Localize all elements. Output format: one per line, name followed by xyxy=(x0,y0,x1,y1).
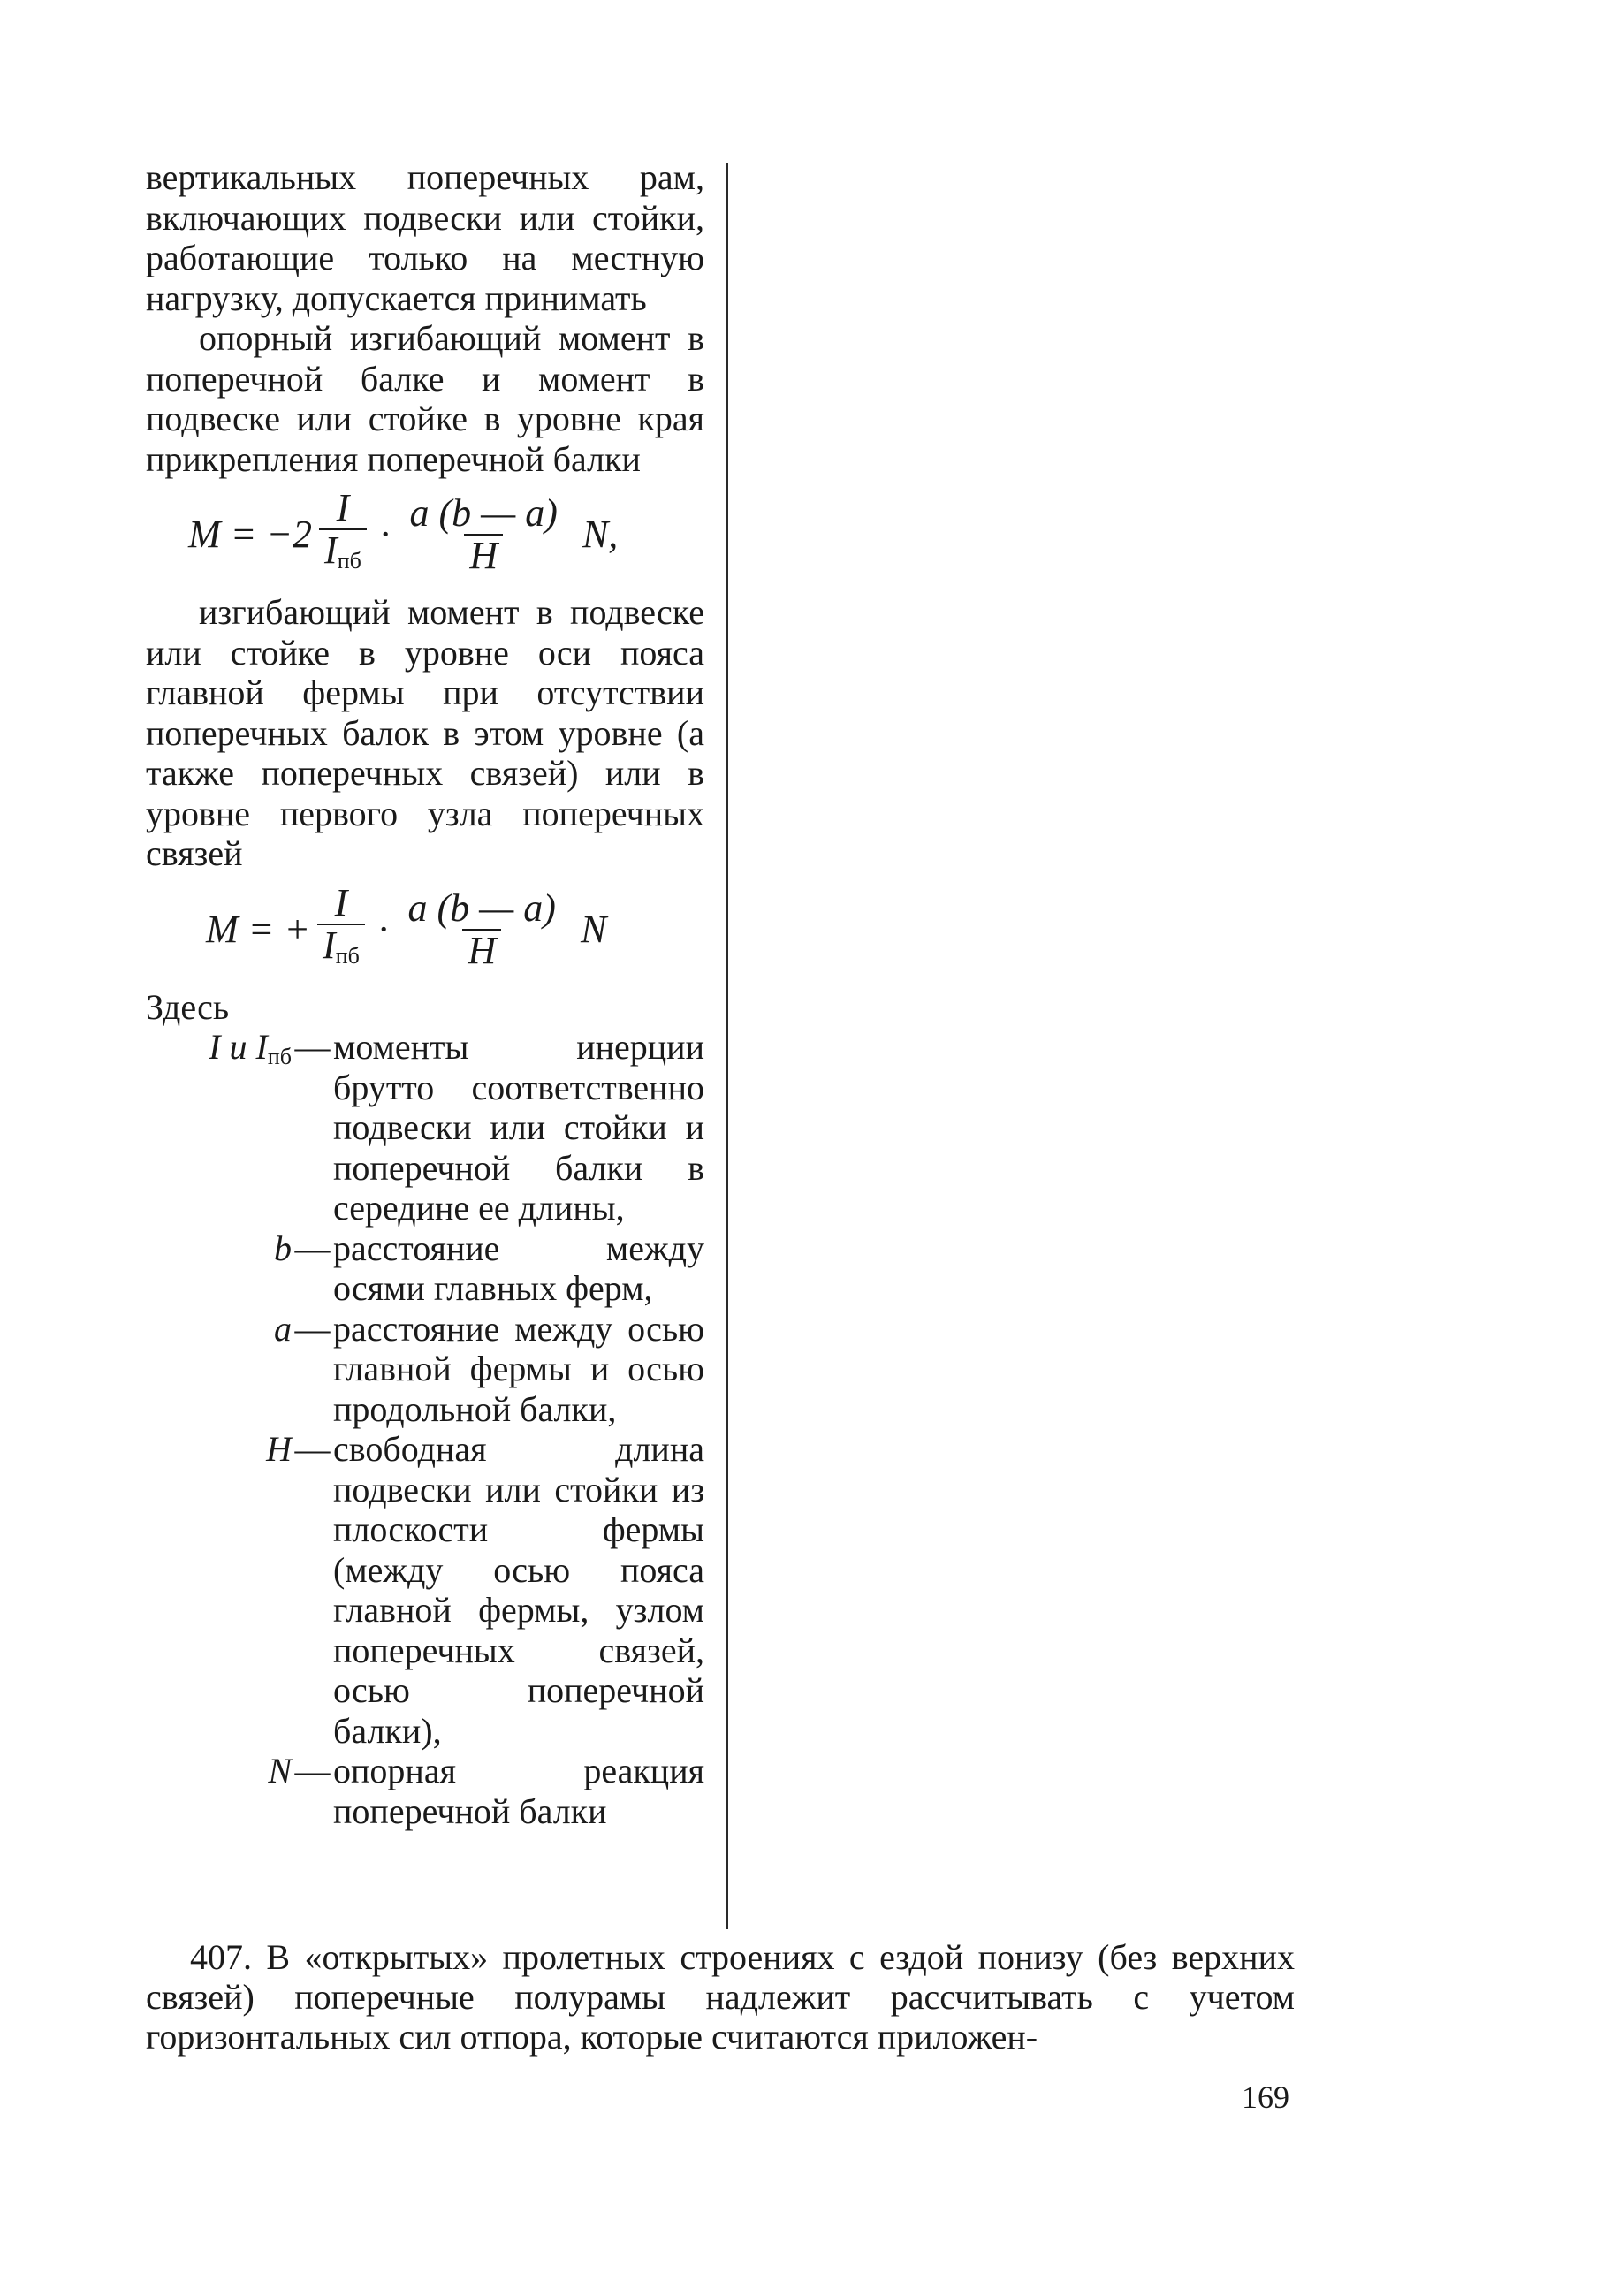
formula-2-tail: N xyxy=(580,907,607,951)
formula-1-frac-1-den-main: I xyxy=(324,528,338,572)
legend-symbol-main: a xyxy=(274,1308,292,1349)
formula-2-frac-1 xyxy=(317,880,365,977)
formula-1-lhs: M = −2 xyxy=(188,513,313,557)
legend-symbol xyxy=(146,1228,292,1309)
formula-2-lhs: M = + xyxy=(206,907,311,951)
legend-dash: — xyxy=(294,1228,331,1268)
legend-symbol xyxy=(146,1751,292,1831)
legend-symbol-main: H xyxy=(266,1429,292,1469)
legend-description: опорная реакция поперечной балки xyxy=(333,1751,704,1831)
formula-1-tail: N, xyxy=(582,513,619,557)
legend-symbol-main: I и I xyxy=(209,1027,268,1067)
formula-2-frac-1-den-sub: пб xyxy=(335,942,360,969)
formula-2-dot: · xyxy=(376,907,391,951)
legend-description: моменты инерции брутто соответственно подвески или стойки и поперечной балки в середине ее длины, xyxy=(333,1027,704,1228)
legend-symbol-main: b xyxy=(274,1228,292,1268)
main-column xyxy=(146,157,704,1831)
legend-item xyxy=(146,1228,704,1309)
legend-symbol xyxy=(146,1309,292,1430)
legend-item xyxy=(146,1429,704,1751)
formula-1-frac-1-den-sub: пб xyxy=(337,548,361,574)
legend-dash: — xyxy=(294,1429,331,1469)
formula-1-frac-2-den: H xyxy=(464,534,503,576)
formula-2-frac-2 xyxy=(403,888,561,971)
formula-2-frac-1-den-main: I xyxy=(323,923,336,967)
formula-2 xyxy=(206,880,704,977)
formula-2-frac-1-den xyxy=(317,924,365,977)
formula-2-frac-2-num: a (b — a) xyxy=(407,886,556,930)
legend-symbol xyxy=(146,1027,292,1228)
legend-description: расстояние между осью главной фермы и осью продольной балки, xyxy=(333,1308,704,1429)
paragraph-3: изгибающий момент в подвеске или стойке в уровне оси пояса главной фермы при отсутствии поперечных балок в этом уровне (а также поперечных связей) или в уровне первого узла поперечных связей xyxy=(146,592,704,873)
legend-symbol xyxy=(146,1429,292,1751)
legend-item xyxy=(146,1751,704,1831)
legend-description: свободная длина подвески или стойки из плоскости фермы (между осью пояса главной фермы, узлом поперечных связей, осью поперечной балки), xyxy=(333,1429,704,1751)
paragraph-1: вертикальных поперечных рам, включающих подвески или стойки, работающие только на местную нагрузку, допускается принимать xyxy=(146,157,704,318)
legend-dash: — xyxy=(294,1308,331,1349)
column-divider xyxy=(726,163,728,1929)
paragraph-2: опорный изгибающий момент в поперечной балке и момент в подвеске или стойке в уровне края прикрепления поперечной балки xyxy=(146,318,704,479)
zdes-label: Здесь xyxy=(146,986,230,1027)
formula-1-frac-1-den xyxy=(319,528,367,582)
formula-1-frac-2 xyxy=(405,493,563,576)
formula-1-frac-1-num: I xyxy=(336,486,350,529)
legend-description: расстояние между осями главных ферм, xyxy=(333,1228,704,1308)
legend-dash: — xyxy=(294,1751,331,1790)
legend-dash: — xyxy=(294,1027,331,1067)
formula-1-frac-1 xyxy=(319,488,367,582)
legend-symbol-main: N xyxy=(268,1751,292,1790)
formula-1-dot: · xyxy=(378,513,392,557)
page-number: 169 xyxy=(1242,2079,1289,2115)
paragraph-407: 407. В «открытых» пролетных строениях с ездой понизу (без верхних связей) поперечные полурамы надлежит рассчитывать с учетом горизонтальных сил отпора, которые считаются приложен- xyxy=(146,1937,1295,2057)
formula-1-frac-2-num: a (b — a) xyxy=(409,491,558,535)
formula-2-frac-1-num: I xyxy=(334,880,348,924)
legend-item xyxy=(146,1027,704,1228)
formula-2-frac-2-den: H xyxy=(462,929,501,971)
legend-list xyxy=(146,1027,704,1831)
legend-item xyxy=(146,1309,704,1430)
legend-symbol-sub: пб xyxy=(267,1044,292,1069)
formula-1 xyxy=(188,488,704,582)
